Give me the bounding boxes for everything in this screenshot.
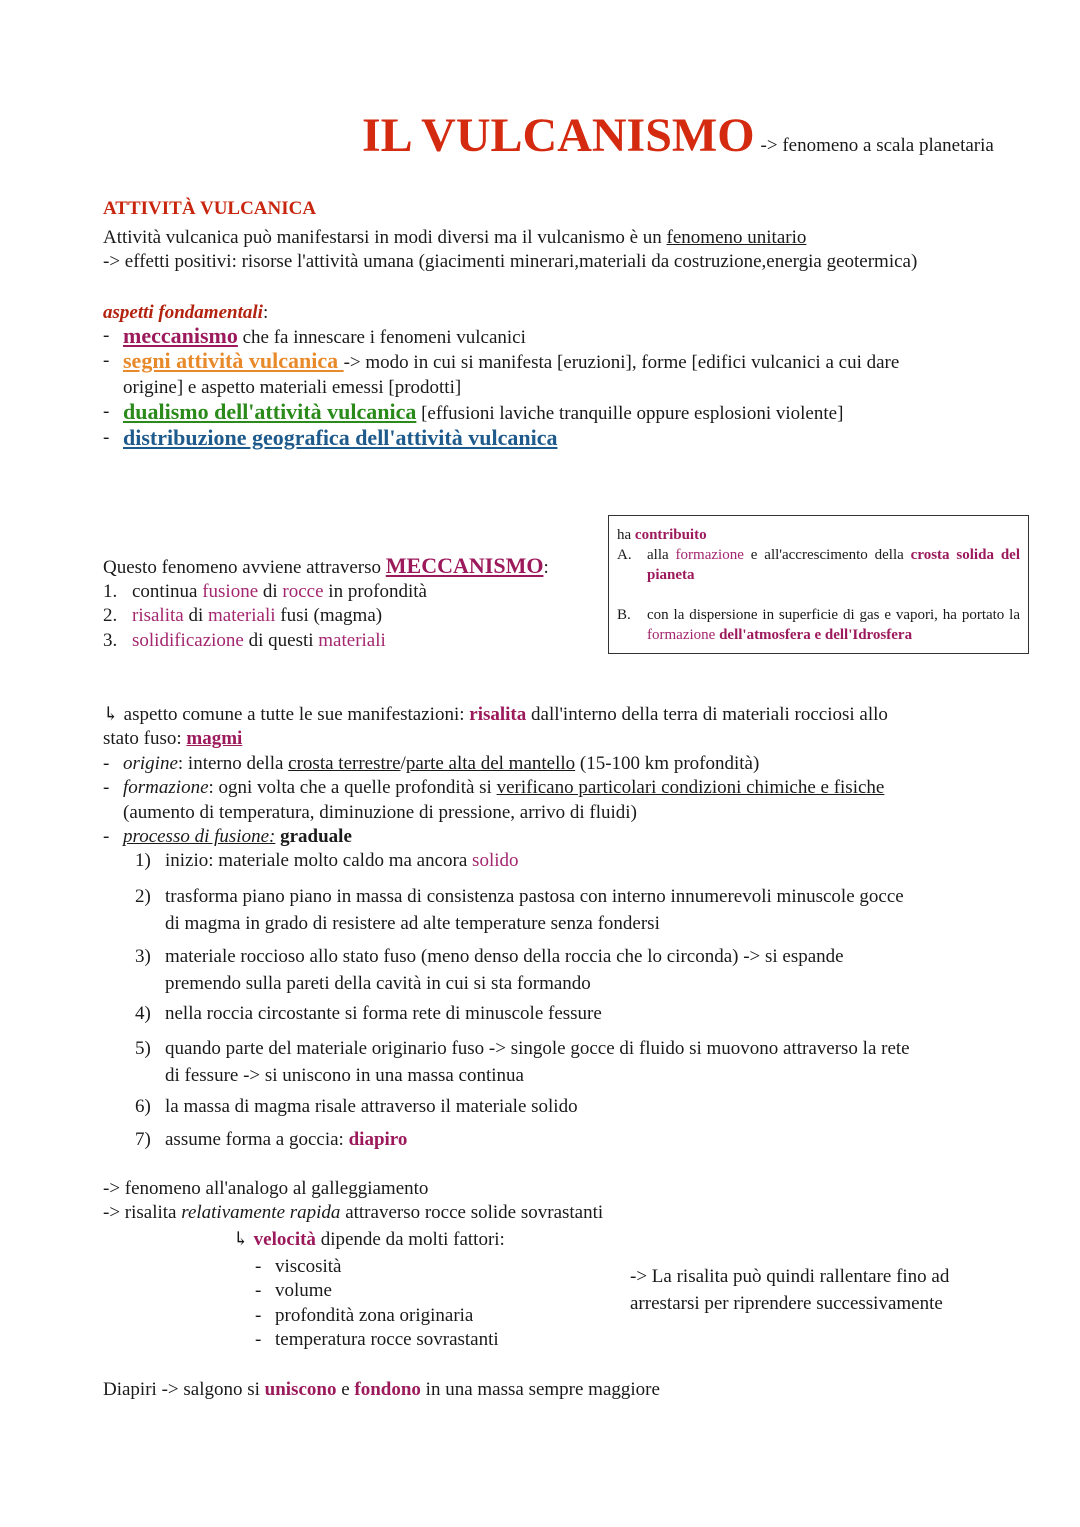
text-segment: Attività vulcanica può manifestarsi in modi diversi ma il vulcanismo è un	[103, 227, 667, 248]
text-segment: continua	[132, 581, 203, 602]
box-item-text	[647, 547, 1020, 583]
process-step	[135, 943, 844, 997]
text-segment: che fa innescare i fenomeni vulcanici	[237, 327, 526, 348]
text-segment: origine	[123, 753, 178, 774]
text-segment: rocce	[282, 581, 324, 602]
text-segment: (aumento di temperatura, diminuzione di pressione, arrivo di fluidi)	[123, 801, 637, 823]
text-segment: materiali	[318, 630, 386, 651]
text-segment: -> effetti positivi: risorse l'attività umana (giacimenti minerari,materiali da costruzione,energia geotermica)	[103, 251, 918, 272]
text-segment: in una massa sempre maggiore	[420, 1379, 660, 1400]
text-segment: aspetti fondamentali	[103, 302, 263, 323]
text-segment: graduale	[280, 826, 352, 847]
text-segment: -> modo in cui si manifesta [eruzioni], forme [edifici vulcanici a cui dare	[343, 352, 900, 373]
list-marker: -	[103, 427, 110, 448]
text-segment: ↳	[233, 1229, 254, 1250]
text-segment: materiale roccioso allo stato fuso (meno denso della roccia che lo circonda) -> si espande	[165, 946, 844, 967]
text-segment: di	[183, 605, 208, 626]
dash: -	[103, 753, 110, 774]
text-segment: di questi	[243, 630, 319, 651]
text-segment: dell'atmosfera e dell'Idrosfera	[719, 627, 913, 643]
list-marker: -	[103, 350, 110, 371]
process-step	[135, 883, 904, 937]
text-segment: solido	[472, 850, 519, 871]
speed-line	[233, 1228, 505, 1253]
text-segment: diapiro	[348, 1129, 408, 1150]
aspect-item	[103, 400, 843, 427]
list-marker: 2.	[103, 605, 118, 626]
text-segment: velocità	[253, 1229, 316, 1250]
text-segment: processo di fusione:	[123, 826, 276, 847]
diapirs-line	[103, 1378, 660, 1403]
text-segment: meccanismo	[123, 323, 238, 348]
magma-formation	[103, 776, 884, 825]
text-segment: MECCANISMO	[385, 553, 544, 578]
process-step	[135, 1095, 578, 1120]
text-segment: crosta terrestre	[288, 753, 401, 774]
text-segment: (15-100 km profondità)	[575, 753, 760, 774]
text-segment: di	[258, 581, 283, 602]
text-segment: formazione	[647, 627, 716, 643]
text-segment: stato fuso:	[103, 728, 187, 749]
list-marker: 6)	[135, 1096, 151, 1117]
mechanism-step	[103, 580, 427, 605]
aspect-item	[103, 426, 557, 453]
mechanism-step	[103, 604, 382, 629]
rise-line	[103, 1177, 428, 1202]
text-segment: : interno della	[177, 753, 289, 774]
box-item-b	[617, 605, 1020, 645]
list-marker: 5)	[135, 1038, 151, 1059]
dash: -	[103, 826, 110, 847]
text-segment: alla	[647, 547, 676, 563]
box-item-label: B.	[617, 607, 631, 623]
mechanism-step	[103, 629, 386, 654]
text-segment: dualismo dell'attività vulcanica	[123, 399, 417, 424]
text-segment: in profondità	[323, 581, 427, 602]
process-step	[135, 1002, 602, 1027]
text-segment: risalita	[132, 605, 184, 626]
magma-line	[103, 703, 888, 728]
text-segment: [effusioni laviche tranquille oppure esplosioni violente]	[416, 403, 844, 424]
process-step	[135, 1128, 407, 1153]
magma-process	[103, 825, 352, 850]
rise-note	[630, 1263, 949, 1317]
text-segment: fondono	[354, 1379, 421, 1400]
section-heading: ATTIVITÀ VULCANICA	[103, 198, 317, 219]
title-main: IL VULCANISMO	[362, 109, 755, 162]
magma-origin	[103, 752, 759, 777]
box-heading	[617, 525, 1020, 545]
text-segment: fusi (magma)	[275, 605, 383, 626]
text-segment: segni attività vulcanica	[123, 348, 344, 373]
text-segment: ↳ aspetto comune a tutte le sue manifestazioni:	[103, 704, 470, 725]
text-segment: arrestarsi per riprendere successivamente	[630, 1293, 943, 1314]
text-segment: : ogni volta che a quelle profondità si	[208, 777, 497, 798]
text-segment: Questo fenomeno avviene attraverso	[103, 557, 386, 578]
text-segment: Diapiri -> salgono si	[103, 1379, 265, 1400]
text-segment: attraverso rocce solide sovrastanti	[340, 1202, 604, 1223]
factor-item: - viscosità	[255, 1256, 342, 1277]
text-segment: contribuito	[634, 527, 707, 543]
text-segment: magmi	[186, 728, 243, 749]
process-step	[135, 1035, 910, 1089]
text-segment: materiali	[207, 605, 276, 626]
text-segment: uniscono	[264, 1379, 337, 1400]
text-segment: :	[262, 302, 269, 323]
text-segment: dipende da molti fattori:	[315, 1229, 505, 1250]
list-marker: 1.	[103, 581, 118, 602]
dash: -	[103, 777, 110, 798]
text-segment: quando parte del materiale originario fuso -> singole gocce di fluido si muovono attraverso la rete	[165, 1038, 910, 1059]
list-marker: -	[103, 401, 110, 422]
rise-line	[103, 1201, 603, 1226]
text-segment: fusione	[202, 581, 259, 602]
text-segment: la massa di magma risale attraverso il materiale solido	[165, 1096, 578, 1117]
magma-line	[103, 727, 242, 752]
text-segment: crosta solida del pianeta	[647, 547, 1020, 583]
list-marker: 7)	[135, 1129, 151, 1150]
factor-item: - volume	[255, 1280, 332, 1301]
text-segment: fenomeno unitario	[666, 227, 807, 248]
aspects-heading	[103, 301, 268, 326]
text-segment: premendo sulla pareti della cavità in cui si sta formando	[165, 973, 591, 994]
text-segment: origine] e aspetto materiali emessi [prodotti]	[123, 376, 462, 398]
text-segment: con la dispersione in superficie di gas e vapori, ha portato la	[647, 607, 1020, 623]
text-segment: -> La risalita può quindi rallentare fino ad	[630, 1266, 950, 1287]
text-segment: distribuzione geografica dell'attività vulcanica	[123, 425, 558, 450]
text-segment: inizio: materiale molto caldo ma ancora	[165, 850, 473, 871]
box-item-text	[647, 607, 1020, 643]
text-segment: trasforma piano piano in massa di consistenza pastosa con interno innumerevoli minuscole gocce	[165, 886, 904, 907]
text-segment: e all'accrescimento della	[743, 547, 911, 563]
text-segment: formazione	[675, 547, 744, 563]
contribution-box	[608, 515, 1029, 654]
factor-item: - profondità zona originaria	[255, 1305, 474, 1326]
factor-item: - temperatura rocce sovrastanti	[255, 1329, 499, 1350]
process-step	[135, 849, 519, 874]
text-segment: relativamente rapida	[181, 1202, 341, 1223]
text-segment: :	[543, 557, 549, 578]
list-marker: 3.	[103, 630, 118, 651]
text-segment: di fessure -> si uniscono in una massa continua	[165, 1065, 524, 1086]
aspect-item	[103, 349, 899, 400]
text-segment: /	[400, 753, 406, 774]
box-item-a	[617, 545, 1020, 585]
list-marker: 3)	[135, 946, 151, 967]
intro-line	[103, 226, 806, 251]
mechanism-intro	[103, 554, 549, 581]
text-segment: solidificazione	[132, 630, 244, 651]
text-segment: verificano particolari condizioni chimiche e fisiche	[496, 777, 885, 798]
title-subtitle: -> fenomeno a scala planetaria	[760, 135, 994, 156]
intro-line	[103, 250, 917, 275]
text-segment: risalita	[469, 704, 527, 725]
text-segment: ha	[617, 527, 635, 543]
box-item-label: A.	[617, 547, 632, 563]
text-segment: -> risalita	[103, 1202, 182, 1223]
list-marker: 1)	[135, 850, 151, 871]
text-segment: e	[336, 1379, 355, 1400]
list-marker: 2)	[135, 886, 151, 907]
page-title	[362, 108, 994, 163]
text-segment: di magma in grado di resistere ad alte temperature senza fondersi	[165, 913, 660, 934]
list-marker: -	[103, 325, 110, 346]
text-segment: parte alta del mantello	[405, 753, 576, 774]
aspect-item	[103, 324, 526, 351]
text-segment: nella roccia circostante si forma rete di minuscole fessure	[165, 1003, 602, 1024]
text-segment: formazione	[123, 777, 209, 798]
list-marker: 4)	[135, 1003, 151, 1024]
text-segment: dall'interno della terra di materiali rocciosi allo	[526, 704, 888, 725]
text-segment: -> fenomeno all'analogo al galleggiamento	[103, 1178, 429, 1199]
text-segment: assume forma a goccia:	[165, 1129, 349, 1150]
